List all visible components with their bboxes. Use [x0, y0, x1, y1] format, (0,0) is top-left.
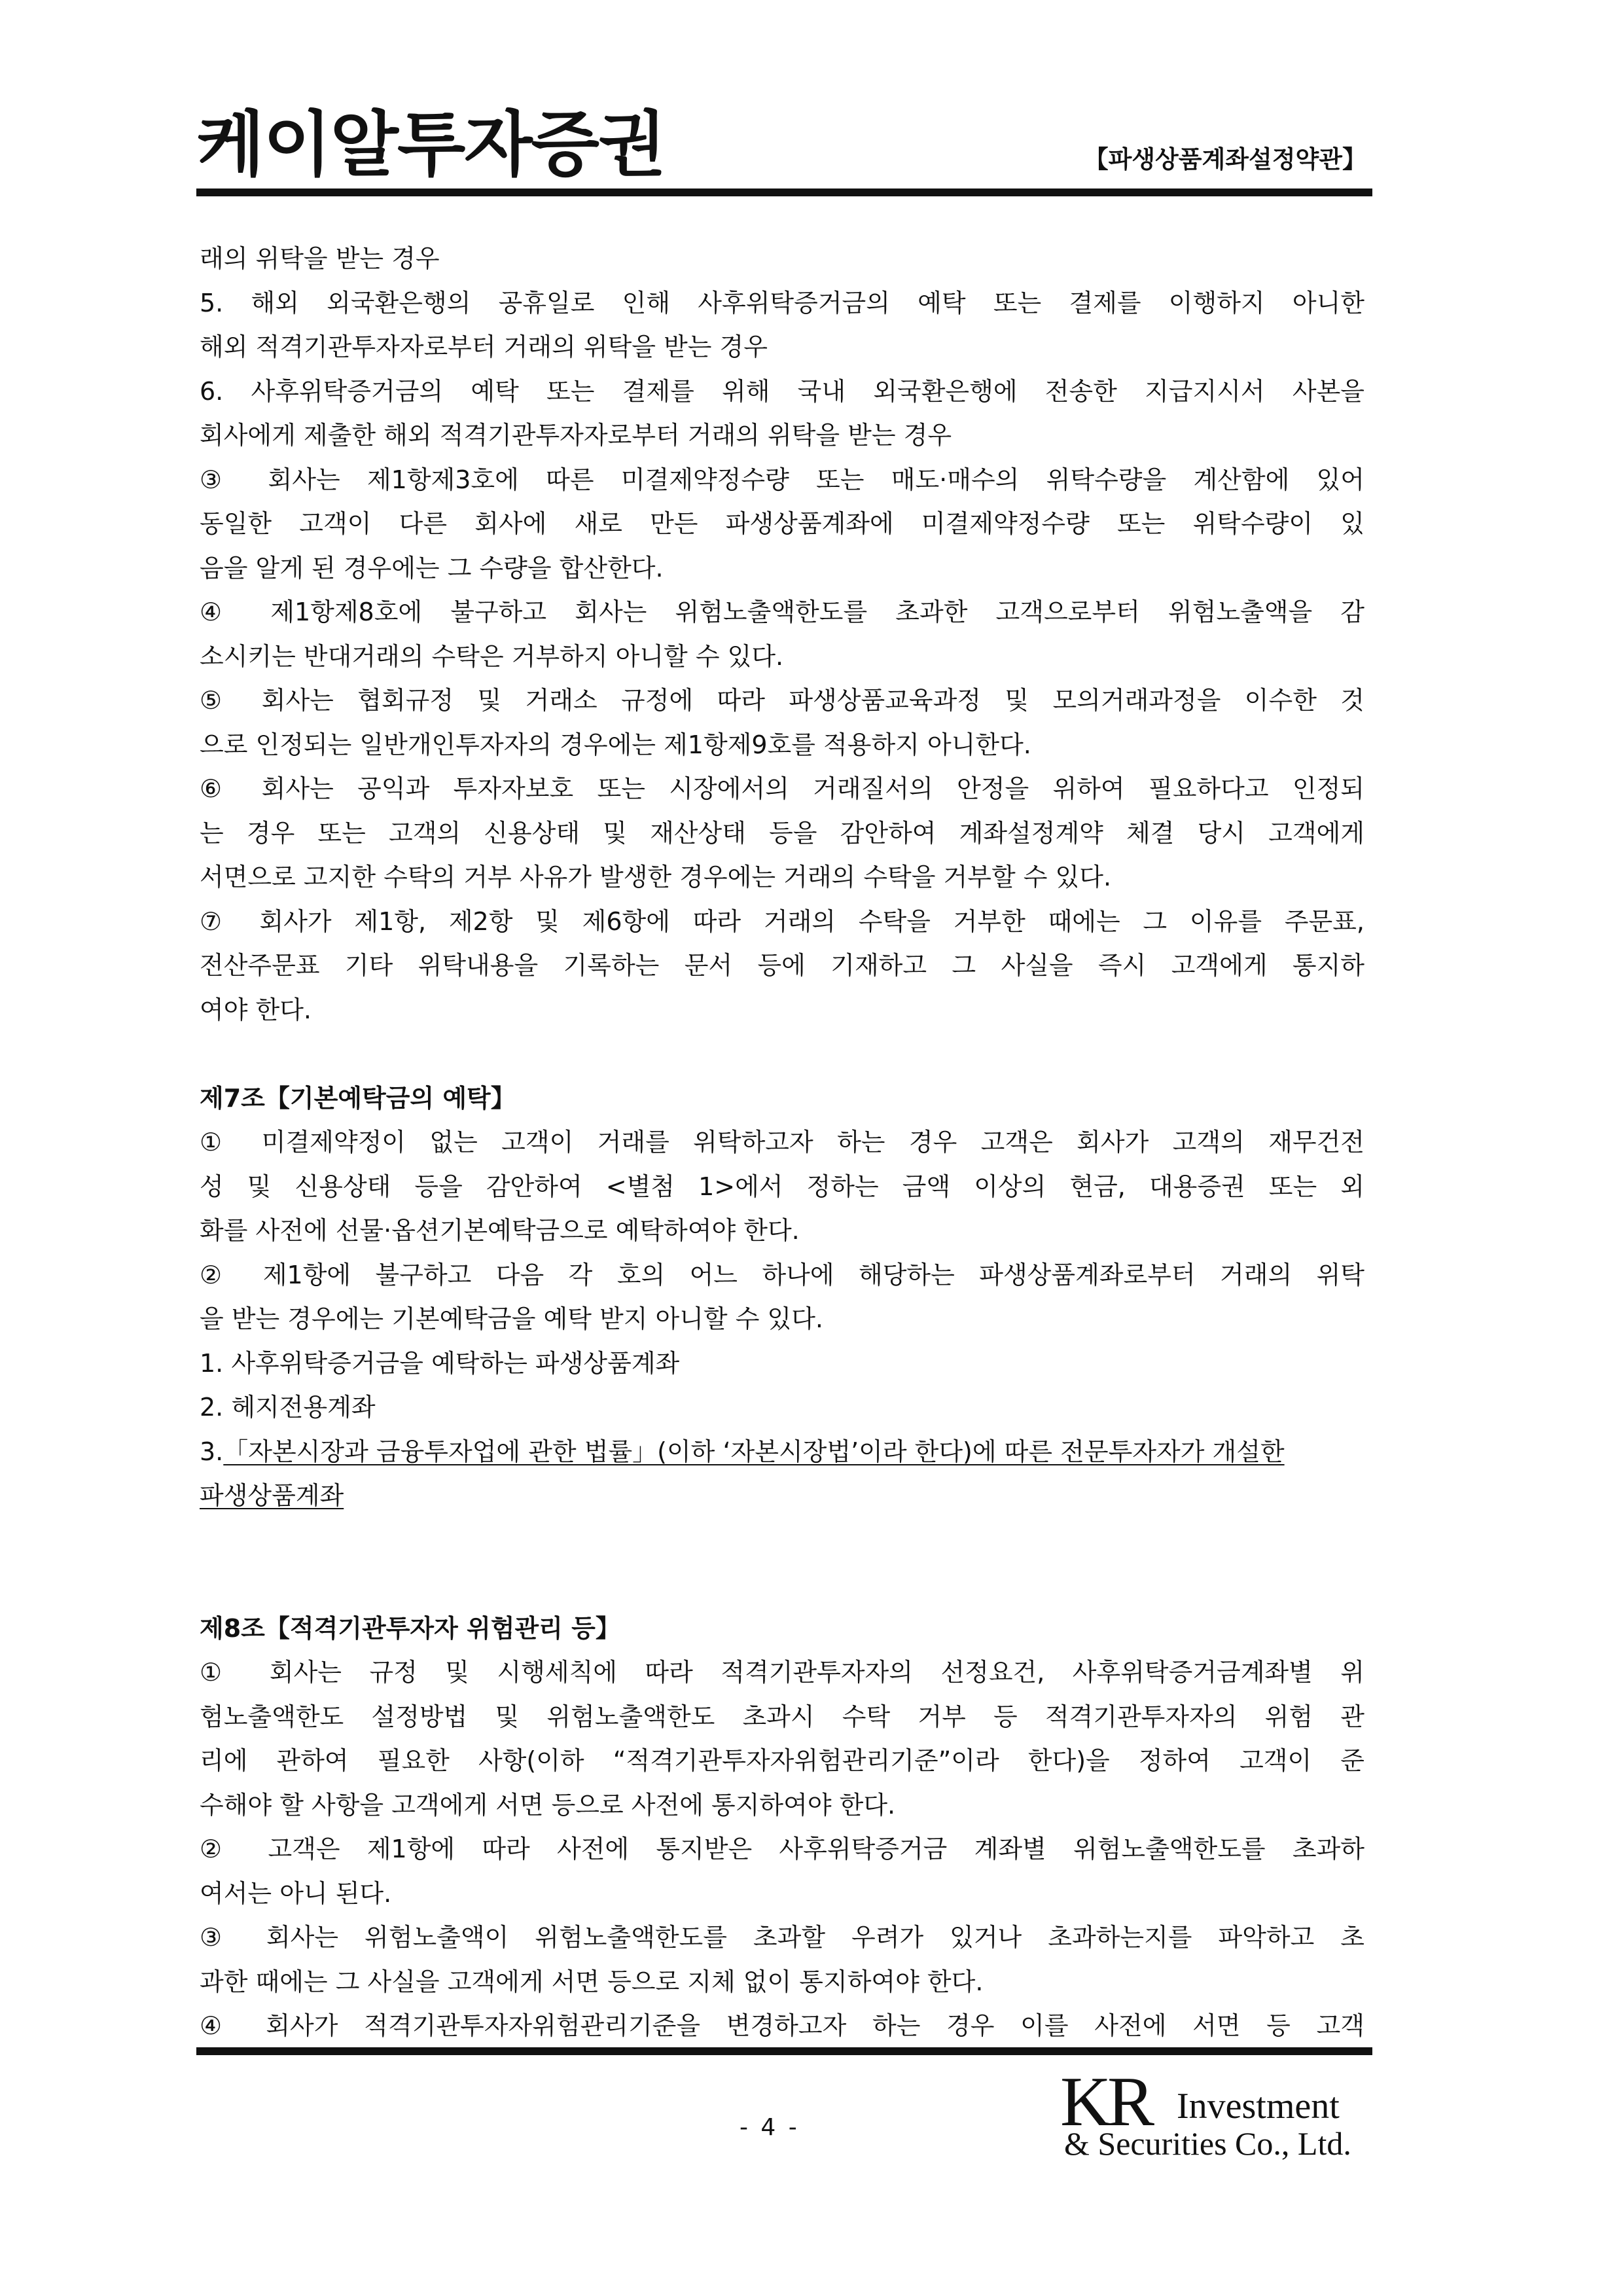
body-line: ④ 회사가 적격기관투자자위험관리기준을 변경하고자 하는 경우 이를 사전에 서면 등 고객 [200, 2011, 1364, 2040]
body-line: 여야 한다. [200, 995, 312, 1024]
body-line: 음을 알게 된 경우에는 그 수량을 합산한다. [200, 553, 664, 583]
body-line: 5. 해외 외국환은행의 공휴일로 인해 사후위탁증거금의 예탁 또는 결제를 이행하지 아니한 [200, 288, 1364, 317]
spacer [200, 1032, 1364, 1077]
body-line: 수해야 할 사항을 고객에게 서면 등으로 사전에 통지하여야 한다. [200, 1790, 896, 1820]
footer-divider [196, 2047, 1372, 2055]
logo-investment: Investment [1177, 2086, 1340, 2126]
body-line: 리에 관하여 필요한 사항(이하 “적격기관투자자위험관리기준”이라 한다)을 정하여 고객이 준 [200, 1746, 1364, 1775]
article-8-heading: 제8조【적격기관투자자 위험관리 등】 [200, 1613, 620, 1643]
article-7-heading: 제7조【기본예탁금의 예탁】 [200, 1083, 516, 1113]
body-line: 1. 사후위탁증거금을 예탁하는 파생상품계좌 [200, 1348, 680, 1378]
company-logo [1060, 2062, 1361, 2166]
amended-text: 「자본시장과 금융투자업에 관한 법률」(이하 ‘자본시장법’이라 한다)에 따른 전문투자자가 개설한 [223, 1437, 1285, 1466]
body-line: 래의 위탁을 받는 경우 [200, 244, 440, 273]
document-type-label: 【파생상품계좌설정약관】 [1084, 145, 1366, 173]
item-3-number: 3. [200, 1437, 224, 1466]
logo-securities: & Securities Co., Ltd. [1064, 2125, 1351, 2162]
body-line: ③ 회사는 제1항제3호에 따른 미결제약정수량 또는 매도·매수의 위탁수량을 계산함에 있어 [200, 465, 1364, 494]
body-line: ② 고객은 제1항에 따라 사전에 통지받은 사후위탁증거금 계좌별 위험노출액한도를 초과하 [200, 1835, 1364, 1863]
body-line: 험노출액한도 설정방법 및 위험노출액한도 초과시 수탁 거부 등 적격기관투자자의 위험 관 [200, 1702, 1364, 1731]
document-body [200, 237, 1364, 2049]
body-line: 는 경우 또는 고객의 신용상태 및 재산상태 등을 감안하여 계좌설정계약 체결 당시 고객에게 [200, 818, 1364, 848]
body-line: ② 제1항에 불구하고 다음 각 호의 어느 하나에 해당하는 파생상품계좌로부터 거래의 위탁 [200, 1260, 1364, 1289]
body-line: 성 및 신용상태 등을 감안하여 <별첨 1>에서 정하는 금액 이상의 현금, 대용증권 또는 외 [200, 1172, 1364, 1201]
body-line: ⑤ 회사는 협회규정 및 거래소 규정에 따라 파생상품교육과정 및 모의거래과정을 이수한 것 [200, 686, 1364, 715]
body-line: 소시키는 반대거래의 수탁은 거부하지 아니할 수 있다. [200, 641, 784, 671]
body-line: ③ 회사는 위험노출액이 위험노출액한도를 초과할 우려가 있거나 초과하는지를 파악하고 초 [200, 1923, 1364, 1952]
body-line: ① 미결제약정이 없는 고객이 거래를 위탁하고자 하는 경우 고객은 회사가 고객의 재무건전 [200, 1128, 1364, 1157]
amended-text: 파생상품계좌 [200, 1481, 344, 1510]
body-line: 전산주문표 기타 위탁내용을 기록하는 문서 등에 기재하고 그 사실을 즉시 고객에게 통지하 [200, 951, 1364, 980]
body-line: 으로 인정되는 일반개인투자자의 경우에는 제1항제9호를 적용하지 아니한다. [200, 730, 1031, 759]
body-line: 2. 헤지전용계좌 [200, 1393, 376, 1422]
item-3-line [200, 1430, 1364, 1475]
company-logo-text: 케이알투자증권 [196, 104, 666, 186]
header-divider [196, 188, 1372, 196]
body-line: 동일한 고객이 다른 회사에 새로 만든 파생상품계좌에 미결제약정수량 또는 위탁수량이 있 [200, 509, 1364, 538]
body-line: 을 받는 경우에는 기본예탁금을 예탁 받지 아니할 수 있다. [200, 1304, 823, 1333]
item-3-continuation [200, 1474, 1364, 1518]
spacer [200, 1518, 1364, 1563]
body-line: ⑥ 회사는 공익과 투자자보호 또는 시장에서의 거래질서의 안정을 위하여 필요하다고 인정되 [200, 774, 1364, 803]
logo-kr: KR [1060, 2063, 1151, 2141]
body-line: 과한 때에는 그 사실을 고객에게 서면 등으로 지체 없이 통지하여야 한다. [200, 1967, 984, 1996]
body-line: ⑦ 회사가 제1항, 제2항 및 제6항에 따라 거래의 수탁을 거부한 때에는 그 이유를 주문표, [200, 906, 1364, 936]
body-line: 화를 사전에 선물·옵션기본예탁금으로 예탁하여야 한다. [200, 1216, 800, 1245]
spacer [200, 1562, 1364, 1607]
body-line: 서면으로 고지한 수탁의 거부 사유가 발생한 경우에는 거래의 수탁을 거부할 수 있다. [200, 863, 1112, 891]
body-line: 해외 적격기관투자자로부터 거래의 위탁을 받는 경우 [200, 332, 768, 361]
body-line: 회사에게 제출한 해외 적격기관투자자로부터 거래의 위탁을 받는 경우 [200, 421, 952, 450]
body-line: ④ 제1항제8호에 불구하고 회사는 위험노출액한도를 초과한 고객으로부터 위험노출액을 감 [200, 598, 1364, 626]
body-line: 6. 사후위탁증거금의 예탁 또는 결제를 위해 국내 외국환은행에 전송한 지급지시서 사본을 [200, 376, 1364, 406]
body-line: 여서는 아니 된다. [200, 1878, 392, 1908]
body-line: ① 회사는 규정 및 시행세칙에 따라 적격기관투자자의 선정요건, 사후위탁증거금계좌별 위 [200, 1658, 1364, 1687]
page-number: - 4 - [740, 2114, 800, 2141]
